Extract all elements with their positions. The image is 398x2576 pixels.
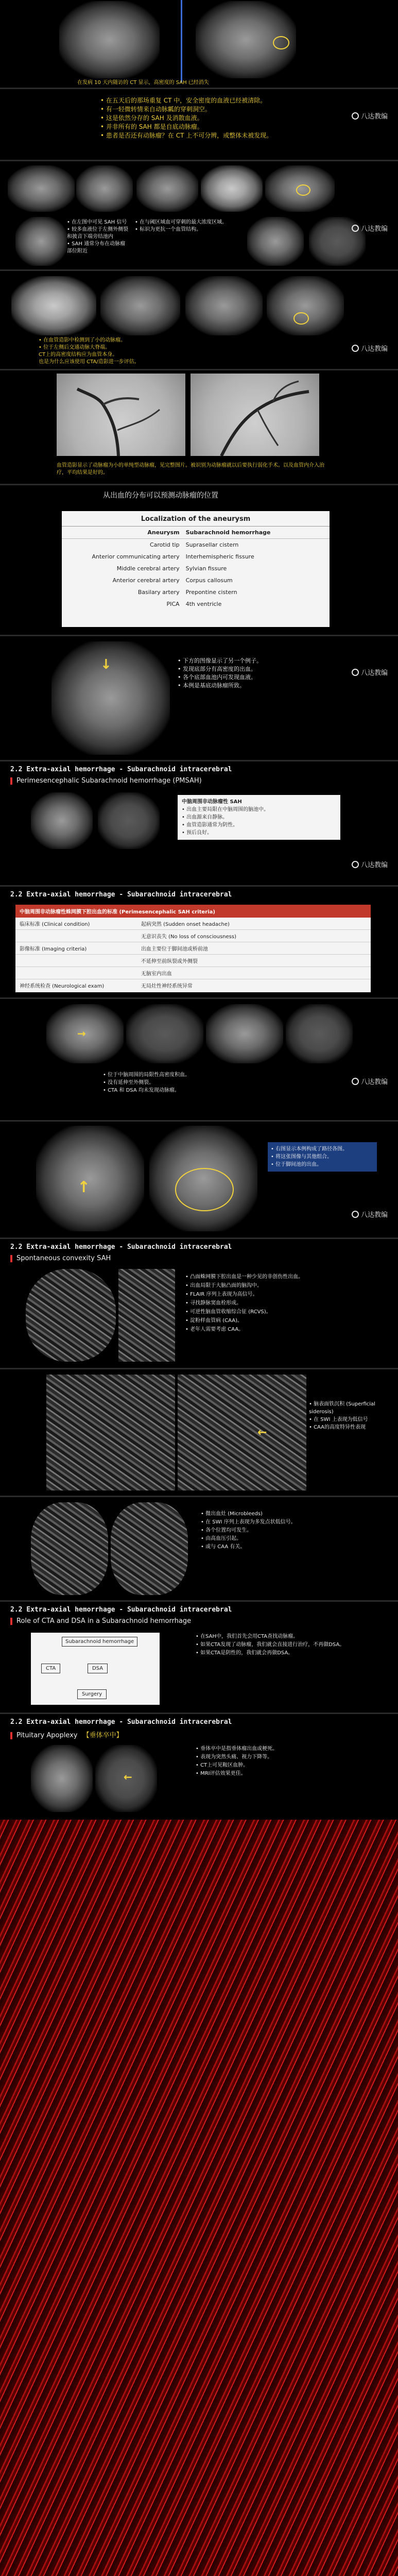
table-cell: 4th ventricle (185, 601, 222, 607)
bullet-list (309, 1400, 391, 1431)
ct-image (15, 217, 67, 266)
arrow-icon: ← (257, 1426, 267, 1439)
breadcrumb: 2.2 Extra-axial hemorrhage - Subarachnoid intracerebral (10, 1718, 232, 1726)
localization-table (62, 511, 330, 627)
bullet-item: • 在左图中可见 SAH 信号 (67, 219, 127, 225)
mri-image (111, 1502, 188, 1595)
mri-image (118, 1269, 175, 1362)
table-row (62, 563, 330, 574)
ct-image (247, 217, 304, 266)
wechat-icon (352, 1211, 359, 1218)
wechat-icon (352, 1078, 359, 1085)
accent-bar (10, 1255, 12, 1262)
table-cell: 起病突然 (Sudden onset headache) (141, 922, 230, 927)
flow-node: DSA (88, 1664, 108, 1673)
ct-image-left (59, 1, 160, 78)
watermark (352, 667, 388, 677)
decorative-artwork (0, 1820, 398, 2576)
table-row (15, 942, 371, 955)
bullet-item: • 较多血液位于左侧外侧裂和披音下端旁结池内 (67, 227, 129, 240)
bullet-item: • 并非所有的 SAH 都是自底动脉瘤。 (100, 123, 203, 130)
bullet-item: • 下方的图像显示了另一个例子。 (178, 657, 262, 664)
bullet-item: • 标识为更抗一个血管结构。 (135, 227, 202, 232)
heading-text: Perimesencephalic Subarachnoid hemorrhage (PMSAH) (16, 777, 202, 785)
ct-image (267, 276, 344, 335)
table-cell (20, 957, 141, 964)
bullet-item: • CAA的高度特异性表现 (309, 1425, 366, 1430)
section-6 (0, 636, 398, 760)
bullet-item: • 各个底部血池内可发现血液。 (178, 674, 256, 681)
watermark (352, 1076, 388, 1086)
mri-image (46, 1375, 175, 1490)
section-1 (0, 0, 398, 88)
table-cell: Sylvian fissure (185, 565, 227, 572)
info-panel (268, 1142, 377, 1172)
flow-node: CTA (41, 1664, 60, 1673)
bullet-list (100, 96, 317, 140)
section-12 (0, 1369, 398, 1496)
table-cell: Middle cerebral artery (116, 565, 180, 572)
bullet-item: • 微出血灶 (Microbleeds) (201, 1511, 263, 1517)
ct-image (98, 792, 160, 849)
bullet-item: • 这是依然分存的 SAH 及消散血液。 (100, 114, 203, 122)
breadcrumb: 2.2 Extra-axial hemorrhage - Subarachnoid intracerebral (10, 1243, 232, 1251)
bullet-list (201, 1510, 366, 1551)
watermark-text: 八达教编 (360, 669, 388, 677)
bullet-item: • 出血源来自静脉。 (182, 815, 228, 820)
bullet-list (196, 1633, 366, 1657)
bullet-list (39, 337, 172, 366)
watermark (352, 223, 388, 233)
table-row (62, 598, 330, 610)
table-row (15, 967, 371, 979)
table-cell: Carotid tip (149, 541, 180, 548)
bullet-item: • 没有延伸至外侧裂。 (103, 1080, 154, 1086)
accent-bar (10, 1732, 12, 1739)
section-11 (0, 1239, 398, 1368)
section-7 (0, 761, 398, 885)
table-cell: 无局灶性神经系统异常 (141, 984, 193, 989)
heading-cn: 【垂体卒中】 (82, 1732, 123, 1739)
table-cell: 不延伸至前纵裂或外侧裂 (141, 959, 198, 964)
section-1-text (0, 89, 398, 160)
bullet-item: • MRI评估效果更佳。 (196, 1771, 246, 1776)
ct-image (8, 165, 75, 212)
section-title: 从出血的分布可以预测动脉瘤的位置 (103, 492, 218, 500)
heading-text: Spontaneous convexity SAH (16, 1255, 111, 1262)
table-row (15, 979, 371, 991)
section-5 (0, 485, 398, 635)
column-header: Subarachnoid hemorrhage (185, 529, 271, 536)
highlight-circle (296, 184, 310, 196)
bullet-item: • 位于中脑周围的局限性高密度积血。 (103, 1072, 191, 1078)
bullet-item: • 在 SWI 上表现为低信号 (309, 1417, 368, 1422)
table-cell: Basilary artery (137, 589, 180, 596)
bullet-item: • 如果CTA发现了动脉瘤，我们就会直接进行治疗，不再做DSA。 (196, 1642, 345, 1648)
bullet-item: • 由高血压引起。 (201, 1536, 242, 1541)
table-row (15, 918, 371, 930)
table-cell: Prepontine cistern (185, 589, 237, 596)
highlight-circle (175, 1168, 234, 1211)
watermark (352, 859, 388, 869)
ct-image (76, 165, 133, 212)
table-row (15, 955, 371, 967)
table-cell (20, 932, 141, 940)
table-cell: Suprasellar cistern (185, 541, 239, 548)
bullet-item: CT上的高密度结构应为血管本身。 (39, 352, 118, 358)
bullet-item: • CTA 和 DSA 均未发现动脉瘤。 (103, 1088, 180, 1093)
flow-node: Subarachnoid hemorrhage (62, 1637, 137, 1647)
table-cell: Anterior communicating artery (92, 553, 180, 560)
table-header: 中脑周围非动脉瘤性蛛网膜下腔出血的标准 (Perimesencephalic SAH criteria) (15, 905, 371, 918)
section-2 (0, 161, 398, 269)
info-panel (178, 795, 340, 840)
table-cell: Interhemispheric fissure (185, 553, 254, 560)
arrow-icon: ← (124, 1771, 132, 1783)
bullet-item: • 患者是否还有动脉瘤？在 CT 上不可分辨，或整体未被发现。 (100, 132, 273, 139)
wechat-icon (352, 669, 359, 676)
wechat-icon (352, 112, 359, 120)
section-10 (0, 1122, 398, 1238)
left-bullets (67, 219, 129, 255)
ct-image (11, 276, 96, 335)
section-9 (0, 999, 398, 1120)
table-cell: 影像标准 (Imaging criteria) (20, 946, 87, 952)
arrow-icon: → (77, 1027, 86, 1040)
bullet-item: • 各个位置均可发生。 (201, 1528, 252, 1533)
bullet-item: • 老年人需要考虑 CAA。 (185, 1327, 244, 1332)
bullet-item: • 预后良好。 (182, 830, 213, 836)
table-row (62, 574, 330, 586)
bullet-item: • 脑表面铁沉积 (Superficial siderosis) (309, 1401, 375, 1415)
criteria-table (15, 905, 371, 992)
right-bullets (135, 219, 238, 233)
ct-image (31, 792, 93, 849)
ct-image (185, 276, 263, 335)
watermark (352, 111, 388, 121)
flow-node: Surgery (77, 1689, 107, 1699)
bullet-item: • 出血主要局限在中脑周围的脑池中。 (182, 807, 269, 812)
bullet-list (103, 1071, 278, 1094)
vessel-drawing (191, 374, 319, 456)
section-4 (0, 370, 398, 484)
bullet-item: • 本例是基底动脉瘤所致。 (178, 682, 245, 689)
section-heading (10, 1730, 123, 1739)
ct-image (100, 276, 180, 335)
accent-bar (10, 777, 12, 785)
divider-bar (181, 0, 182, 82)
wechat-icon (352, 345, 359, 352)
bullet-item: • 或与 CAA 有关。 (201, 1544, 246, 1550)
table-cell: Anterior cerebral artery (112, 577, 180, 584)
accent-bar (10, 1618, 12, 1625)
table-row (62, 539, 330, 551)
watermark-text: 八达教编 (360, 113, 388, 121)
table-cell: Corpus callosum (185, 577, 233, 584)
bullet-item: • FLAIR 序列上表现为高信号。 (185, 1292, 258, 1297)
bullet-item: • CT上可见鞍区血肿。 (196, 1762, 249, 1768)
watermark-text: 八达教编 (360, 861, 388, 869)
bullet-item: • 表现为突然头痛、视力下降等。 (196, 1754, 273, 1760)
bullet-item: • 出血局限于大脑凸面的脑沟中。 (185, 1283, 263, 1289)
table-row (62, 586, 330, 598)
bullet-item: • 血管造影通常为阴性。 (182, 822, 238, 828)
bullet-list (178, 657, 301, 690)
section-8 (0, 887, 398, 997)
ct-image (286, 1004, 353, 1063)
breadcrumb: 2.2 Extra-axial hemorrhage - Subarachnoid intracerebral (10, 891, 232, 899)
flowchart (31, 1633, 160, 1705)
table-cell: 临床标准 (Clinical condition) (20, 922, 90, 927)
bullet-item: • 在SAH中，我们首先会用CTA查找动脉瘤。 (196, 1634, 299, 1639)
table-cell (20, 969, 141, 977)
table-cell: 出血主要位于脚间池或桥前池 (141, 946, 208, 952)
bullet-item: • SAH 通常分布在动脉瘤部位附近 (67, 241, 126, 254)
ct-image (206, 1004, 283, 1063)
section-heading (10, 1255, 111, 1262)
table-cell: PICA (166, 601, 180, 607)
table-row (62, 551, 330, 563)
bullet-item: • 有一轻微转情来自动脉瓤的穿刺洞空。 (100, 106, 211, 113)
bullet-item: • 发现底部分有高密度的出血。 (178, 666, 256, 672)
caption: 在发病 10 天内随访的 CT 显示，高密度的 SAH 已经消失 (77, 80, 209, 86)
bullet-item: • 在五天后的那场重复 CT 中，安全密度的血液已经被清除。 (100, 97, 267, 104)
watermark-text: 八达教编 (360, 1211, 388, 1219)
bullet-item: • 位于脚间池的出血。 (271, 1162, 322, 1167)
watermark-text: 八达教编 (360, 345, 388, 353)
table-header (62, 527, 330, 539)
watermark (352, 1209, 388, 1219)
ct-image (126, 1004, 203, 1063)
bullet-item: 也是为什么应该使用 CTA/造影进一步评估。 (39, 359, 140, 365)
watermark (352, 343, 388, 353)
bullet-item: • 如果CTA是阴性的，我们就会再做DSA。 (196, 1650, 293, 1656)
bullet-item: • 可逆性脑血管收缩综合征 (RCVS)。 (185, 1309, 271, 1315)
section-16 (0, 1820, 398, 2576)
section-13 (0, 1497, 398, 1600)
highlight-circle (293, 312, 309, 325)
watermark-text: 八达教编 (360, 225, 388, 233)
section-3 (0, 271, 398, 369)
heading-text: Pituitary Apoplexy (16, 1732, 78, 1739)
highlight-circle (273, 36, 289, 49)
mri-image (178, 1375, 306, 1490)
bullet-item: • 在血管造影中检测到了小的动脉瘤。 (39, 337, 126, 343)
bullet-item: • 垂体卒中是指垂体瘤出血或梗死。 (196, 1746, 278, 1752)
vessel-drawing (57, 374, 185, 456)
section-heading (10, 777, 202, 785)
mri-image (26, 1269, 116, 1362)
arrow-icon: ↑ (77, 1178, 91, 1196)
bullet-item: • 在 SWI 序列上表现为多发点状低信号。 (201, 1519, 296, 1525)
bullet-list (185, 1273, 376, 1334)
section-15 (0, 1714, 398, 1820)
ct-image (201, 165, 263, 212)
wechat-icon (352, 225, 359, 232)
breadcrumb: 2.2 Extra-axial hemorrhage - Subarachnoid intracerebral (10, 766, 232, 773)
bullet-item: • 凸面蛛网膜下腔出血是一种少见的非创伤性出血。 (185, 1274, 304, 1280)
panel-header: 中脑周围非动脉瘤性 SAH (182, 799, 242, 805)
section-14 (0, 1602, 398, 1713)
ct-image (31, 1745, 93, 1812)
table-cell: 神经系统检查 (Neurological exam) (20, 984, 105, 989)
ct-image (136, 165, 198, 212)
table-title: Localization of the aneurysm (62, 511, 330, 527)
arrow-icon: ↓ (100, 657, 112, 672)
bullet-list (196, 1745, 366, 1778)
bullet-item: • 右图显示本例构成了路径各图。 (271, 1146, 348, 1152)
heading-text: Role of CTA and DSA in a Subarachnoid hemorrhage (16, 1617, 192, 1625)
mri-image (31, 1502, 108, 1595)
breadcrumb: 2.2 Extra-axial hemorrhage - Subarachnoid intracerebral (10, 1606, 232, 1614)
wechat-icon (352, 861, 359, 868)
bullet-item: • 在与阈区域血可穿刺的最大浓度区域。 (135, 219, 228, 225)
bullet-item: • 位于左侧后交通动脉大脊端。 (39, 345, 111, 350)
bullet-item: • 寻找静脉窦血栓形成。 (185, 1300, 242, 1306)
table-row (15, 930, 371, 942)
table-cell: 无脑室内出血 (141, 971, 172, 977)
table-cell: 无意识丧失 (No loss of consciousness) (141, 934, 236, 940)
caption: 血管造影显示了动脉瘤为小的单纯型动脉瘤，见完整图片。被识别为动脉瘤就以后要执行弱化手术。以及血管内介入治疗，平均结果是好的。 (57, 463, 324, 476)
bullet-item: • 将这张图像与其他组合。 (271, 1154, 333, 1160)
watermark-text: 八达教编 (360, 1078, 388, 1086)
column-header: Aneurysm (147, 529, 180, 536)
bullet-item: • 淀粉样血管病 (CAA)。 (185, 1318, 243, 1324)
section-heading (10, 1617, 191, 1625)
